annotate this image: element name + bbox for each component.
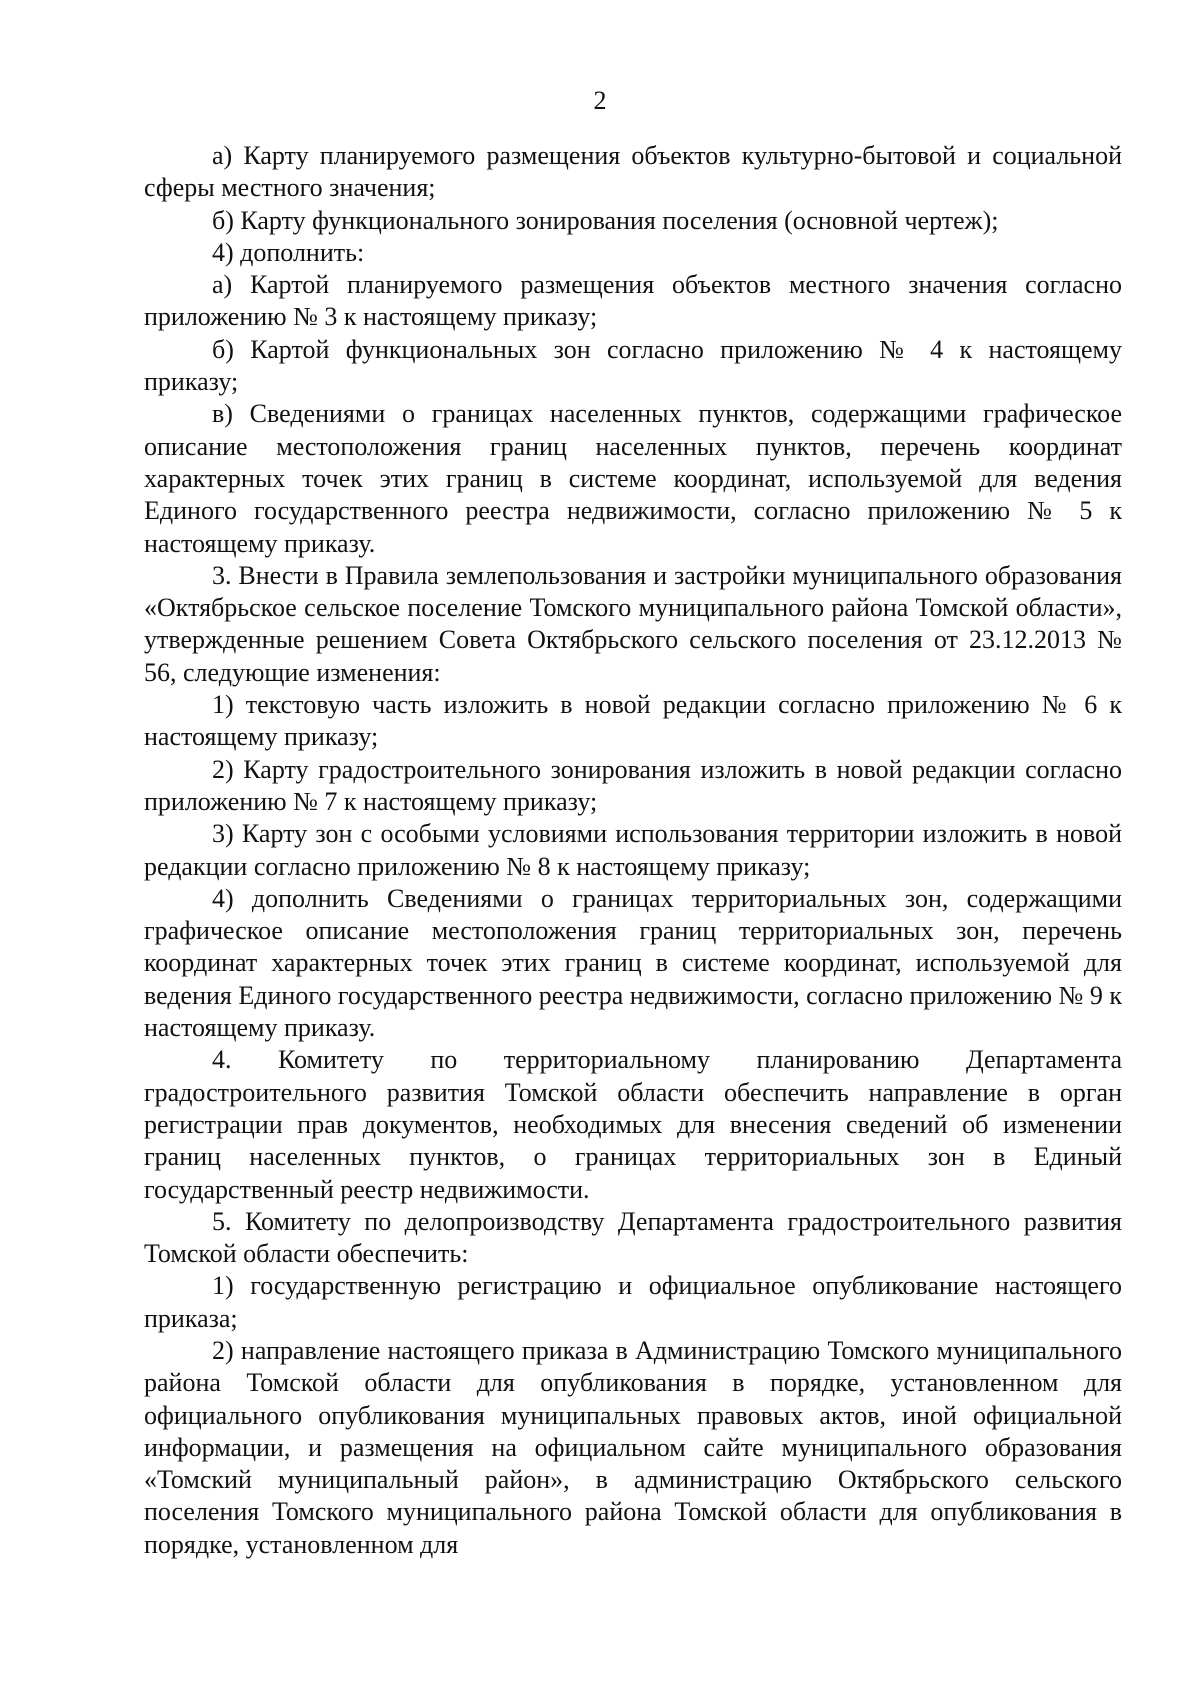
paragraph-item-1-text-part: 1) текстовую часть изложить в новой редакции согласно приложению № 6 к настоящему приказу; xyxy=(144,690,1122,752)
paragraph-item-b-map-functional-zones: б) Картой функциональных зон согласно приложению № 4 к настоящему приказу; xyxy=(144,334,1122,397)
paragraph-item-4-territorial-zones: 4) дополнить Сведениями о границах территориальных зон, содержащими графическое описание местоположения границ территориальных зон, перечень координат характерных точек этих границ в системе координат, используемой для ведения Единого государственного реестра недвижимости, согласно приложению № 9 к настоящему приказу. xyxy=(144,883,1122,1043)
paragraph-item-a-map-local-objects: а) Картой планируемого размещения объектов местного значения согласно приложению № 3 к настоящему приказу; xyxy=(144,270,1122,332)
paragraph-item-1-registration: 1) государственную регистрацию и официальное опубликование настоящего приказа; xyxy=(144,1271,1122,1333)
page-number: 2 xyxy=(593,86,607,115)
paragraph-item-4-supplement: 4) дополнить: xyxy=(212,237,365,267)
paragraph-item-b-map-functional-zoning: б) Карту функционального зонирования поселения (основной чертеж); xyxy=(212,205,999,235)
paragraph-section-3: 3. Внести в Правила землепользования и застройки муниципального образования «Октябрьское сельское поселение Томского муниципального района Томской области», утвержденные решением Совета Октябрьского сельского поселения от 23.12.2013 № 56, следующие изменения: xyxy=(144,560,1122,687)
paragraph-section-5: 5. Комитету по делопроизводству Департамента градостроительного развития Томской области обеспечить: xyxy=(144,1206,1122,1269)
document-body xyxy=(144,140,1122,1561)
paragraph-item-a-map-cultural: а) Карту планируемого размещения объектов культурно-бытовой и социальной сферы местного значения; xyxy=(144,141,1122,203)
paragraph-item-3-special-zones-map: 3) Карту зон с особыми условиями использования территории изложить в новой редакции согласно приложению № 8 к настоящему приказу; xyxy=(144,819,1122,881)
paragraph-item-v-settlement-boundaries: в) Сведениями о границах населенных пунктов, содержащими графическое описание местоположения границ населенных пунктов, перечень координат характерных точек этих границ в системе координат, используемой для ведения Единого государственного реестра недвижимости, согласно приложению № 5 к настоящему приказу. xyxy=(144,399,1122,558)
paragraph-item-2-zoning-map: 2) Карту градостроительного зонирования изложить в новой редакции согласно приложению № 7 к настоящему приказу; xyxy=(144,754,1122,816)
paragraph-section-4: 4. Комитету по территориальному планированию Департамента градостроительного развития Томской области обеспечить направление в орган регистрации прав документов, необходимых для внесения сведений об изменении границ населенных пунктов, о границах территориальных зон в Единый государственный реестр недвижимости. xyxy=(144,1045,1122,1204)
paragraph-item-2-distribution: 2) направление настоящего приказа в Администрацию Томского муниципального района Томской области для опубликования в порядке, установленном для официального опубликования муниципальных правовых актов, иной официальной информации, и размещения на официальном сайте муниципального образования «Томский муниципальный район», в администрацию Октябрьского сельского поселения Томского муниципального района Томской области для опубликования в порядке, установленном для xyxy=(144,1335,1122,1559)
